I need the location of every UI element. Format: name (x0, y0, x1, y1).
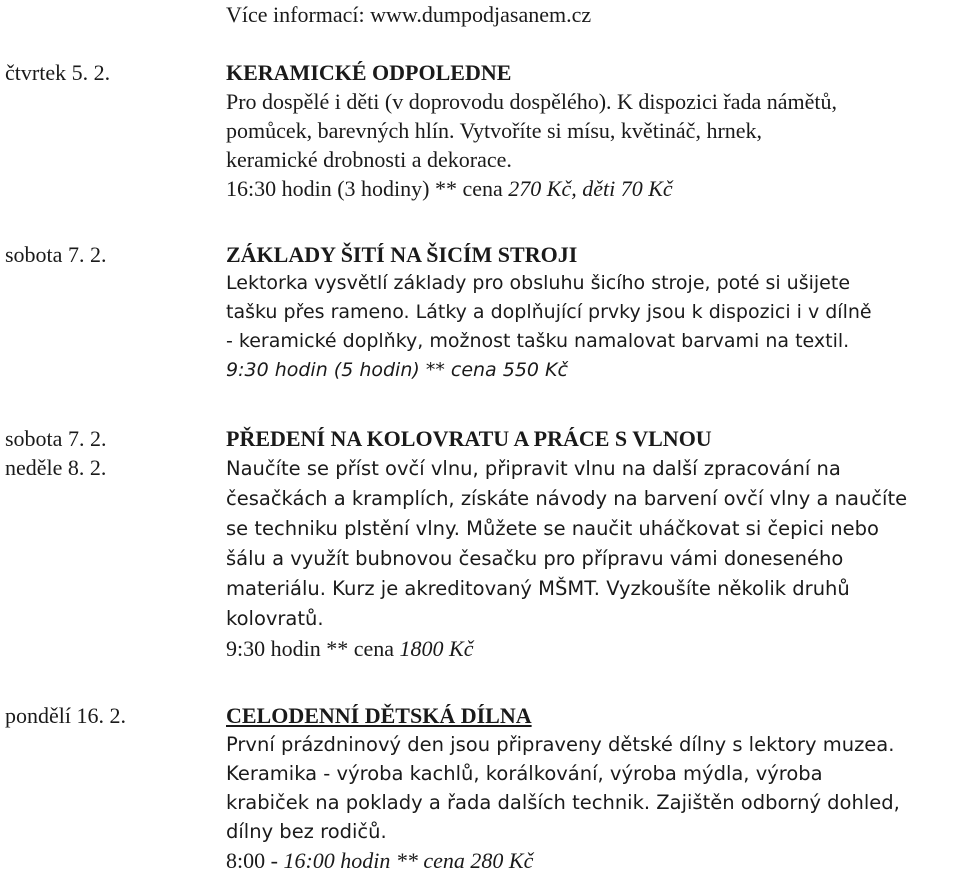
event-date (5, 58, 110, 87)
event-date-line: čtvrtek 5. 2. (5, 60, 111, 85)
event-description-line: keramické drobnosti a dekorace. (226, 147, 512, 172)
event-time-price (226, 174, 960, 203)
event-description-line: Pro dospělé i děti (v doprovodu dospělého). K dispozici řada námětů, (226, 89, 837, 114)
event-description-line: dílny bez rodičů. (226, 820, 387, 843)
event-title: CELODENNÍ DĚTSKÁ DÍLNA (226, 703, 532, 728)
event-description-line: tašku přes rameno. Látky a doplňující prvky jsou k dispozici i v dílně (226, 301, 872, 323)
event-description-line: První prázdninový den jsou připraveny dětské dílny s lektory muzea. (226, 733, 895, 756)
event-time: 9:30 hodin ** cena (226, 636, 400, 661)
more-info-link[interactable]: Více informací: www.dumpodjasanem.cz (226, 2, 592, 27)
event-price: 16:00 hodin ** cena 280 Kč (283, 848, 534, 873)
event-date-line: sobota 7. 2. (5, 426, 107, 451)
event-title: KERAMICKÉ ODPOLEDNE (226, 60, 512, 85)
event-date-line: pondělí 16. 2. (5, 703, 126, 728)
event-price: 270 Kč, děti 70 Kč (508, 176, 673, 201)
event-description-line: pomůcek, barevných hlín. Vytvoříte si mísu, květináč, hrnek, (226, 118, 763, 143)
event-content (226, 240, 960, 385)
event-description-line: Naučíte se příst ovčí vlnu, připravit vlnu na další zpracování na (226, 457, 841, 480)
event-description-line: se techniku plstění vlny. Můžete se naučit uháčkovat si čepici nebo (226, 517, 879, 540)
event-description-line: krabiček na poklady a řada dalších technik. Zajištěn odborný dohled, (226, 791, 900, 814)
event-time: 16:30 hodin (3 hodiny) ** cena (226, 176, 509, 201)
event-time: 8:00 - (226, 848, 284, 873)
event-date-line: neděle 8. 2. (5, 455, 107, 480)
event-title: PŘEDENÍ NA KOLOVRATU A PRÁCE S VLNOU (226, 426, 712, 451)
event-description-line: Lektorka vysvětlí základy pro obsluhu šicího stroje, poté si ušijete (226, 272, 851, 294)
event-date (5, 701, 126, 730)
event-time-price (226, 634, 960, 664)
event-content (226, 58, 960, 203)
event-description-line: Keramika - výroba kachlů, korálkování, výroba mýdla, výroba (226, 762, 823, 785)
event-date (5, 424, 106, 482)
event-description-line: kolovratů. (226, 607, 324, 630)
event-description-line: česačkách a kramplích, získáte návody na barvení ovčí vlny a naučíte (226, 487, 908, 510)
event-title: ZÁKLADY ŠITÍ NA ŠICÍM STROJI (226, 242, 578, 267)
event-description-line: materiálu. Kurz je akreditovaný MŠMT. Vyzkoušíte několik druhů (226, 577, 850, 600)
event-content (226, 701, 960, 875)
event-date (5, 240, 106, 269)
event-content (226, 424, 960, 664)
event-description-line: - keramické doplňky, možnost tašku namalovat barvami na textil. (226, 330, 850, 352)
event-time-price: 9:30 hodin (5 hodin) ** cena 550 Kč (226, 359, 568, 381)
event-description-line: šálu a využít bubnovou česačku pro přípravu vámi doneseného (226, 547, 844, 570)
event-date-line: sobota 7. 2. (5, 242, 107, 267)
event-price: 1800 Kč (399, 636, 474, 661)
event-time-price (226, 846, 960, 875)
